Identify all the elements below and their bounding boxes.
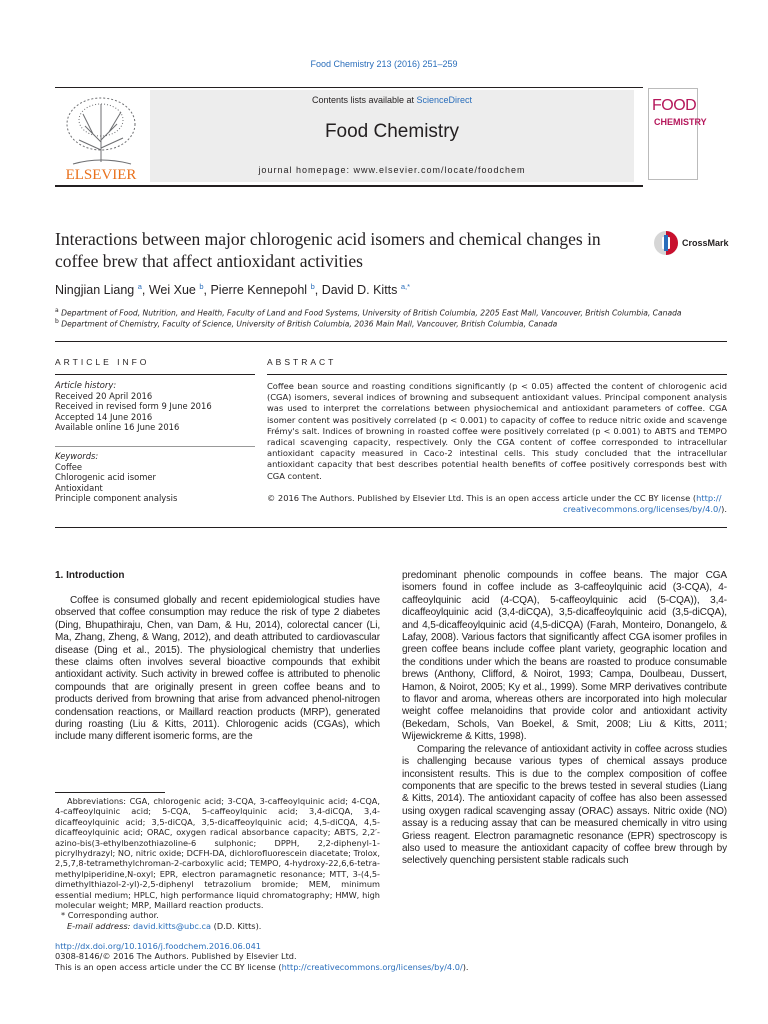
intro-paragraph: Coffee is consumed globally and recent epidemiological studies have observed that coffee consumption may reduce the risk of type 2 diabetes (Ding, Bhupathiraju, Chen, van Dam, & Hu, 2014), colorectal cancer (Li, Ma, Zhang, Zheng, & Wang, 2012), and death attributed to cardiovascular disease (Ding et al., 2015). The physiological chemistry that underlies these claims often involves several bioactive compounds that exhibit antioxidant activity. Such activity in brewed coffee is attributed to phenolic compounds that are originally present in green coffee beans and to products derived from browning that arise from advanced phenol-nitrogen condensation reactions, or Maillard reaction products (MRP), generated during roasting (Liu & Kitts, 2011). Chlorogenic acids (CGAs), which include many different isomeric forms, are the <box>55 595 380 743</box>
crossmark-icon[interactable] <box>653 230 679 256</box>
cover-title-food: FOOD <box>652 97 697 114</box>
history-item: Available online 16 June 2016 <box>55 422 180 432</box>
author-name: Wei Xue <box>148 283 196 298</box>
affiliation-text: Department of Food, Nutrition, and Health, Faculty of Land and Food Systems, University of British Columbia, 2205 East Mall, Vancouver, British Columbia, Canada <box>61 308 682 318</box>
contents-line <box>150 95 634 105</box>
keywords-rule <box>55 446 255 447</box>
affiliation-text: Department of Chemistry, Faculty of Science, University of British Columbia, 2036 Main Mall, Vancouver, British Columbia, Canada <box>61 319 558 329</box>
section-rule <box>55 341 727 342</box>
journal-reference[interactable]: Food Chemistry 213 (2016) 251–259 <box>310 59 458 69</box>
abbreviations-note: Abbreviations: CGA, chlorogenic acid; 3-CQA, 3-caffeoylquinic acid; 4-CQA, 4-caffeoylquinic acid; 5-CQA, 5-caffeoylquinic acid; 3,4-diCQA, 3,4-dicaffeoylquinic acid; 3,5-diCQA, 3,5-dicaffeoylquinic acid; 4,5-diCQA, 4,5-dicaffeoylquinic acid; ORAC, oxygen radical absorbance capacity; ABTS, 2,2′-azino-bis(3-ethylbenzothiazoline-6 sulphonic; DPPH, 2,2-diphenyl-1-picrylhydrazyl; NO, nitric oxide; DCFH-DA, dichlorofluorescein diacetate; Trolox, 2,5,7,8-tetramethylchroman-2-carboxylic acid; TEMPO, 4-hydroxy-22,6,6-tetra-methylpiperidine,N-oxyl; EPR, electron paramagnetic resonance; MTT, 3-(4,5-dimethylthiazol-2-yl)-2,5-diphenyl tetrazolium bromide; MEM, minimum essential medium; HPLC, high performance liquid chromatography; HMW, high molecular weight; MRP, Maillard reaction products. <box>55 796 380 911</box>
affiliation-mark: a <box>55 307 59 314</box>
abstract-rule <box>267 374 727 375</box>
doi-link[interactable]: http://dx.doi.org/10.1016/j.foodchem.2016.06.041 <box>55 941 261 951</box>
author-affiliation-mark[interactable]: a,* <box>400 282 411 291</box>
license-link[interactable]: creativecommons.org/licenses/by/4.0/ <box>563 504 722 514</box>
license-end: ). <box>721 504 727 514</box>
section-rule-bottom <box>55 527 727 528</box>
author-name: David D. Kitts <box>321 283 398 298</box>
journal-name: Food Chemistry <box>324 121 460 142</box>
intro-right-column <box>402 570 727 868</box>
crossmark-label[interactable]: CrossMark <box>682 238 729 248</box>
email-label: E-mail address: <box>67 920 133 931</box>
intro-paragraph: predominant phenolic compounds in coffee beans. The major CGA isomers found in coffee include as 3-caffeoylquinic acid (3-CQA), 4-caffeoylquinic acid (4-CQA), 5-caffeoylquinic acid (5-CQA)), 3,4-dicaffeoylquinic acid (3,4-diCQA), 3,5-dicaffeoylquinic acid (3,5-diCQA), and 4,5-dicaffeoylquinic acid (4,5-diCQA) (Farah, Monteiro, Donangelo, & Lafay, 2008). Various factors that significantly affect CGA isomer profiles in green coffee beans include coffee plant variety, geographic location and the conditions under which the beans are roasted to produce consumable brews (Anthony, Clifford, & Noirot, 1993; Campa, Doulbeau, Dussert, Hamon, & Noirot, 2005; Ky et al., 1999). Some MRP derivatives contribute to flavor and aroma, whereas others are incorporated into high molecular weight coffee melanoidins that provide color and antioxidant activity (Bekedam, Schols, Van Boekel, & Smit, 2008; Liu & Kitts, 2011; Wijewickreme & Kitts, 1998). <box>402 570 727 743</box>
footer-license-link[interactable]: http://creativecommons.org/licenses/by/4.0/ <box>281 961 463 972</box>
header-rule-bottom <box>55 185 643 187</box>
copyright-line: 0308-8146/© 2016 The Authors. Published by Elsevier Ltd. <box>55 951 297 962</box>
contents-prefix: Contents lists available at <box>311 95 417 105</box>
affiliation-mark: b <box>55 318 59 325</box>
abstract-license <box>267 493 727 504</box>
intro-left-column <box>55 595 380 744</box>
license-link[interactable]: http:// <box>696 493 722 503</box>
history-item: Received 20 April 2016 <box>55 390 153 401</box>
keyword: Antioxidant <box>55 482 103 493</box>
footnote-rule <box>55 792 165 793</box>
footer-license-end: ). <box>462 961 469 972</box>
author-affiliation-mark[interactable]: a <box>137 282 142 291</box>
header-rule <box>55 87 643 88</box>
footer-license-text: This is an open access article under the CC BY license ( <box>55 961 282 972</box>
keyword: Coffee <box>55 461 83 472</box>
history-item: Received in revised form 9 June 2016 <box>55 401 212 411</box>
journal-homepage[interactable]: journal homepage: www.elsevier.com/locate/foodchem <box>258 165 526 175</box>
introduction-heading: 1. Introduction <box>55 570 125 581</box>
affiliation-b <box>55 317 715 330</box>
corresponding-author-note: * Corresponding author. <box>61 910 159 921</box>
author-name: Ningjian Liang <box>55 283 135 298</box>
keywords-block <box>55 451 255 504</box>
keyword: Chlorogenic acid isomer <box>55 472 156 482</box>
license-text: © 2016 The Authors. Published by Elsevier Ltd. This is an open access article under the CC BY license ( <box>267 493 697 503</box>
publisher-name: ELSEVIER <box>65 167 137 182</box>
history-label: Article history: <box>55 380 117 390</box>
footer-license <box>55 962 555 972</box>
abstract-license-cont <box>267 504 727 515</box>
history-item: Accepted 14 June 2016 <box>55 411 153 422</box>
author-email-link[interactable]: david.kitts@ubc.ca <box>132 920 212 931</box>
elsevier-tree-logo <box>55 90 148 182</box>
abstract-text: Coffee bean source and roasting conditions significantly (p < 0.05) affected the content of chlorogenic acid (CGA) isomers, several indices of browning and subsequent antioxidant values. Principal component analysis was used to interpret the correlations between physiochemical and antioxidant parameters of coffee. CGA isomer content was positively correlated (p < 0.001) to capacity of coffee to reduce nitric oxide and scavenge Frémy's salt. Indices of browning in roasted coffee were positively correlated (p < 0.001) to ABTS and TEMPO radical scavenging capacity, respectively. Only the CGA content of coffee corresponded to intracellular antioxidant capacity measured in Caco-2 intestinal cells. This study concluded that the intracellular antioxidant capacity that best describes potential health benefits of coffee positively corresponds best with CGA content. <box>267 381 727 481</box>
author-list: Ningjian Liang $^a$, Wei Xue $^b$, Pierre Kennepohl $^b$, David D. Kitts $^{a,*}$ <box>55 282 411 298</box>
page-footer <box>55 941 555 972</box>
cover-title-chemistry: CHEMISTRY <box>654 117 707 127</box>
author-name: Pierre Kennepohl <box>210 283 308 298</box>
author-affiliation-mark[interactable]: b <box>310 282 315 291</box>
article-title: Interactions between major chlorogenic acid isomers and chemical changes in coffee brew that affect antioxidant activities <box>55 229 601 271</box>
keywords-label: Keywords: <box>55 451 99 461</box>
author-affiliation-mark[interactable]: b <box>199 282 204 291</box>
article-info-heading: ARTICLE INFO <box>55 357 150 367</box>
article-info-rule <box>55 374 255 375</box>
intro-paragraph: Comparing the relevance of antioxidant activity in coffee across studies is challenging because various types of chemical assays produce inconsistent results. This is due to the complex composition of coffee components that are specific to the brews tested in several studies (Liang & Kitts, 2014). The antioxidant capacity of coffee has also been assessed using oxygen radical scavenging assay (ORAC) assays. Nitric oxide (NO) assay is a reducing assay that can be measured chemically in vitro using Griess reagent. Electron paramagnetic resonance (EPR) spectroscopy is also used to measure the antioxidant capacity of coffee brew through by selectively quenching persistent stable radicals such <box>402 743 727 867</box>
sciencedirect-link[interactable]: ScienceDirect <box>416 95 473 105</box>
footnotes <box>55 796 380 931</box>
abstract-heading: ABSTRACT <box>267 357 337 367</box>
keyword: Principle component analysis <box>55 493 178 503</box>
email-suffix: (D.D. Kitts). <box>211 920 262 931</box>
article-history <box>55 380 255 433</box>
